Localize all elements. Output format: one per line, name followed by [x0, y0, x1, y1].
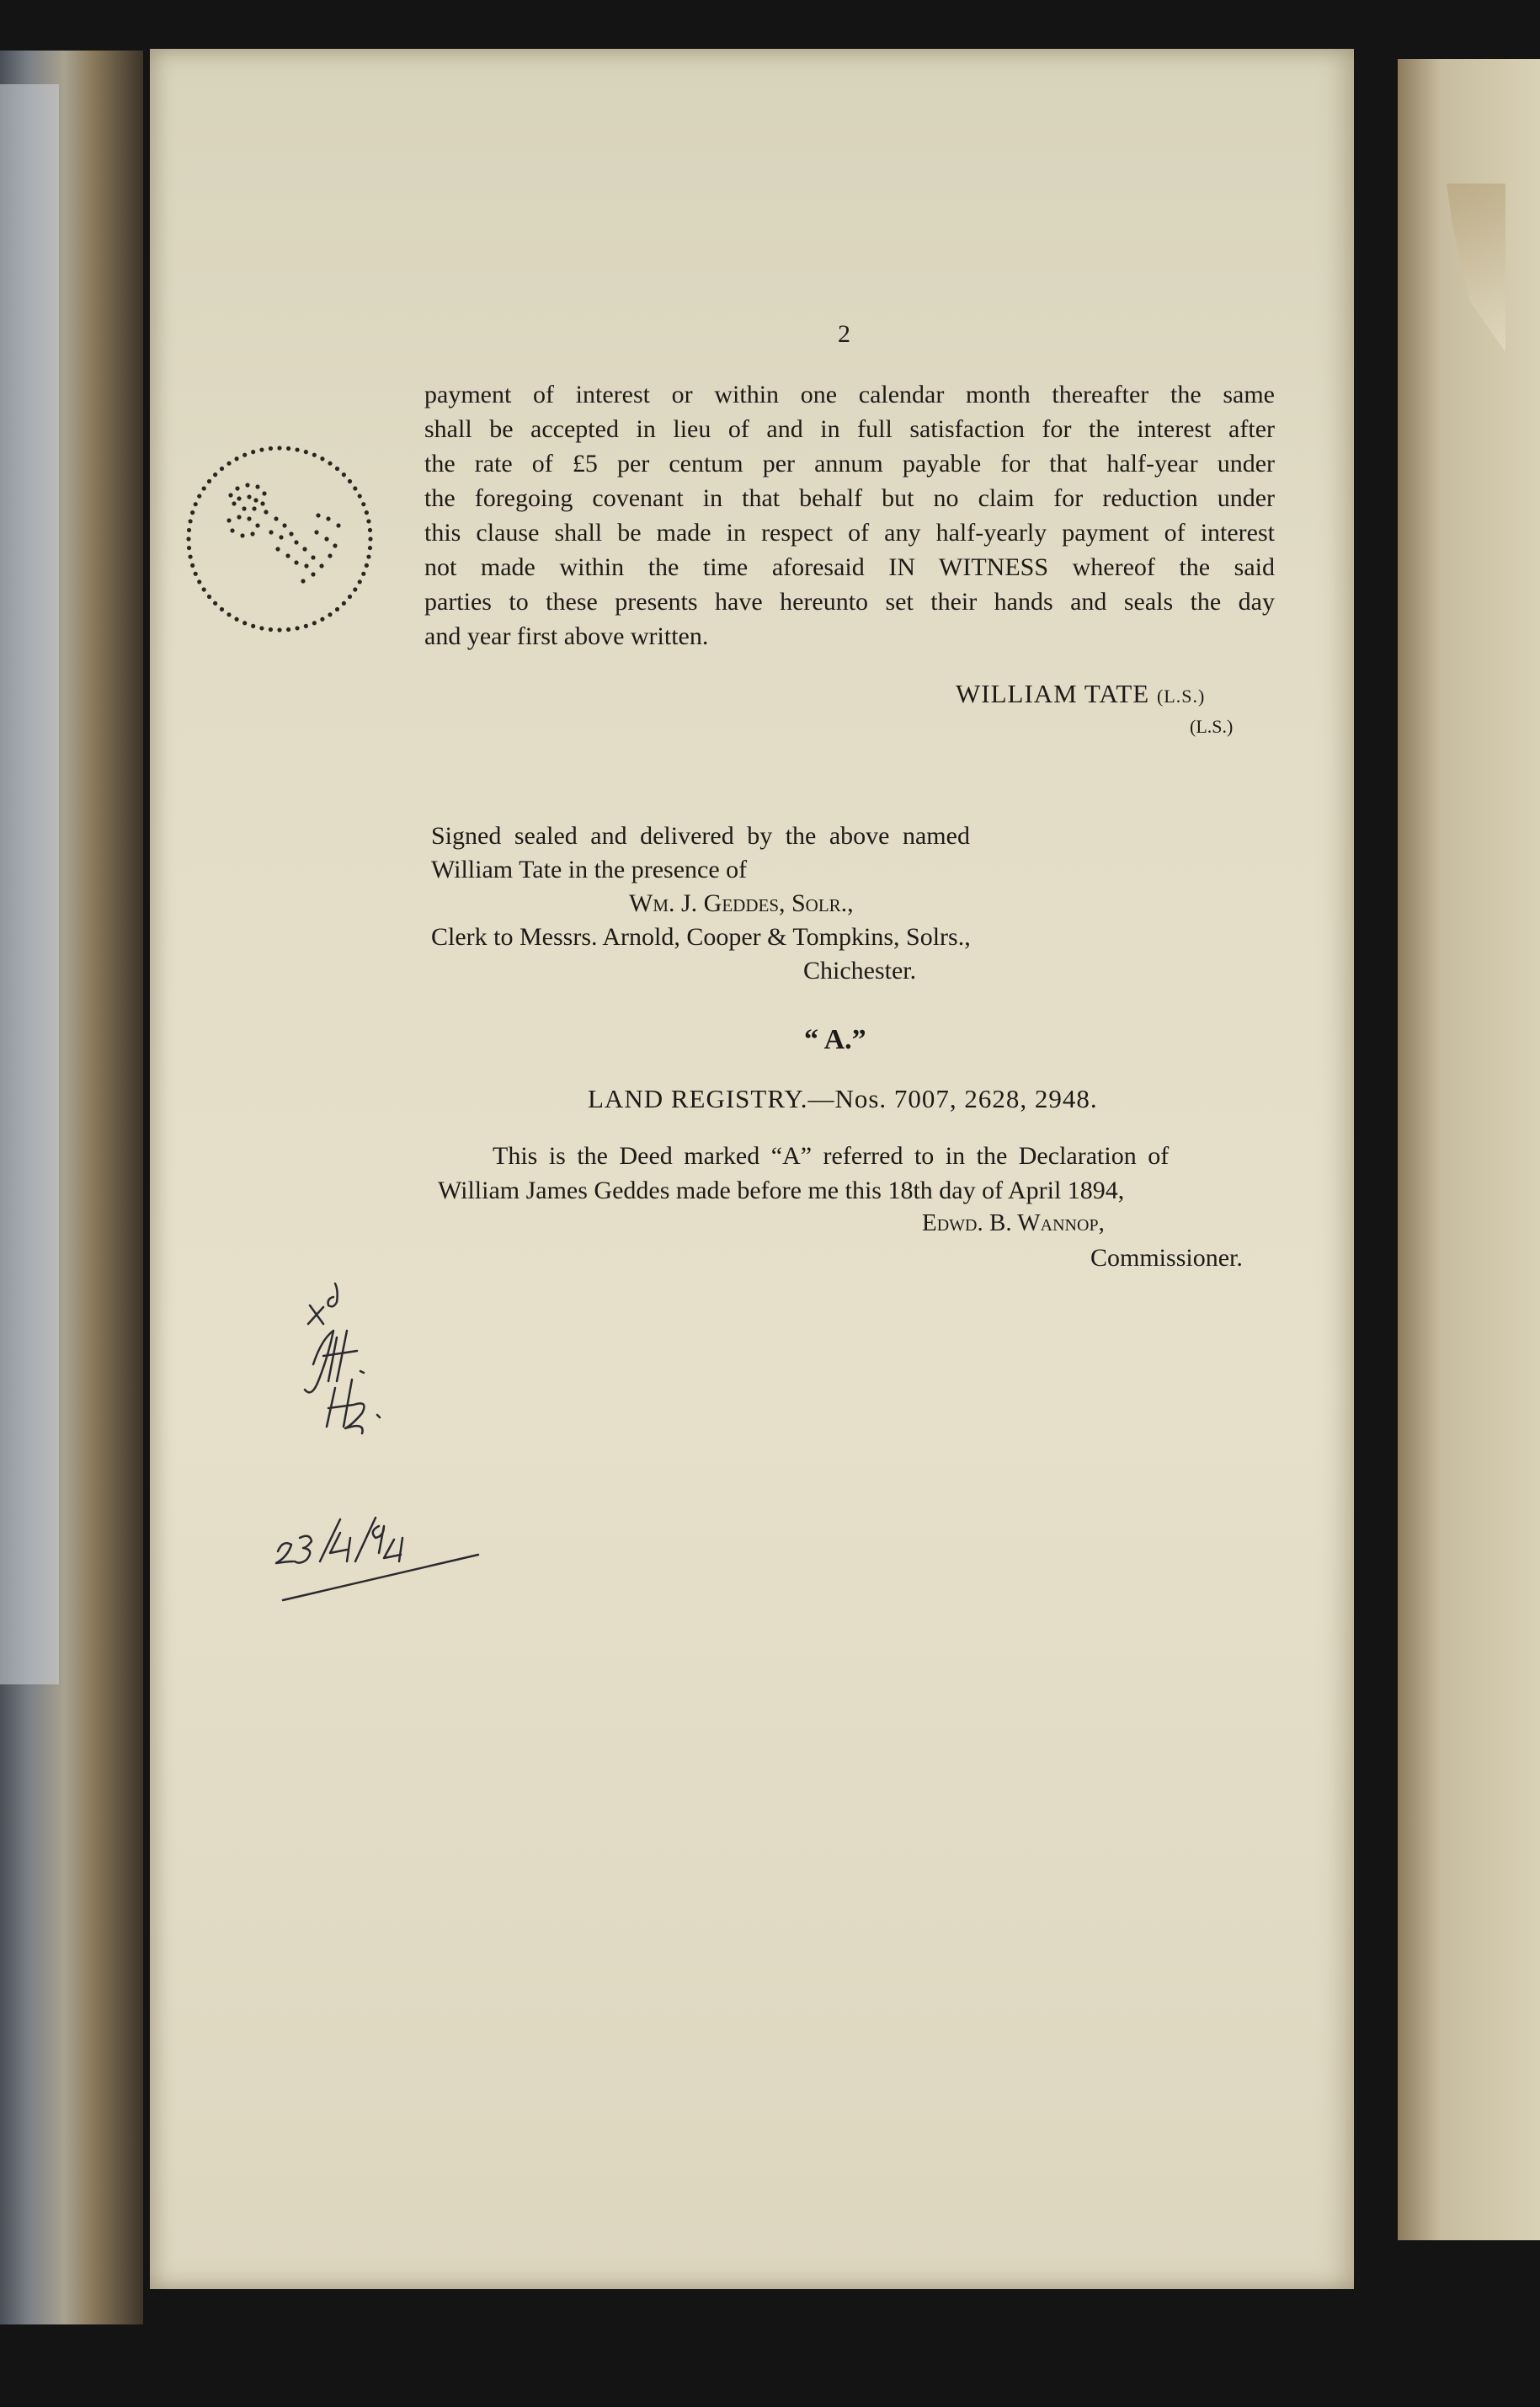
- perforation-dot: [301, 579, 305, 583]
- attestation-line: William Tate in the presence of: [431, 856, 748, 883]
- perforation-dot: [226, 612, 231, 616]
- perforation-dot: [269, 446, 273, 451]
- perforation-dot: [252, 506, 256, 510]
- attestation-clause: [431, 819, 971, 988]
- handwritten-cross: [308, 1305, 323, 1324]
- page-number: 2: [838, 320, 850, 348]
- perforation-dot: [319, 563, 323, 568]
- perforation-dot: [279, 535, 283, 539]
- perforation-dot: [368, 536, 372, 541]
- signatory-name: [956, 679, 1205, 709]
- declaration-line: William James Geddes made before me this 18th day of April 1894,: [438, 1177, 1125, 1204]
- perforation-dot: [260, 501, 264, 505]
- perforation-dot: [245, 483, 249, 487]
- body-line: payment of interest or within one calendar month thereafter the same: [424, 381, 1275, 408]
- perforation-dot: [365, 563, 369, 568]
- perforation-dot: [255, 523, 259, 527]
- declaration: [438, 1139, 1284, 1208]
- perforation-dot: [262, 491, 266, 495]
- perforation-dot: [188, 519, 192, 523]
- perforation-dot: [226, 518, 231, 522]
- perforation-dot: [314, 530, 318, 534]
- deed-mark: “ A.”: [804, 1024, 866, 1055]
- perforation-dot: [348, 479, 352, 483]
- perforation-dot: [294, 540, 298, 544]
- perforation-dot: [295, 626, 299, 630]
- perforation-dot: [282, 523, 286, 527]
- body-line: parties to these presents have hereunto set their hands and seals the day: [424, 588, 1275, 616]
- perforation-dot: [324, 536, 328, 541]
- commissioner-name: Edwd. B. Wannop,: [922, 1209, 1105, 1236]
- perforation-dot: [286, 446, 290, 451]
- perforation-dot: [328, 612, 332, 616]
- perforation-dot: [366, 554, 370, 558]
- perforation-dot: [259, 447, 264, 451]
- commissioner-title: Commissioner.: [1090, 1244, 1243, 1272]
- perforation-dot: [328, 462, 332, 466]
- perforation-dot: [240, 533, 244, 537]
- perforation-dot: [311, 555, 315, 559]
- perforation-dot: [316, 513, 320, 517]
- map-sheet-edge: [0, 84, 59, 1684]
- perforation-dot: [220, 607, 224, 611]
- perforation-dot: [188, 554, 192, 558]
- perforation-dot: [366, 519, 370, 523]
- perforation-dot: [358, 579, 362, 584]
- handwritten-date: [276, 1518, 402, 1563]
- perforation-dot: [247, 494, 251, 499]
- perforation-dot: [320, 456, 324, 461]
- perforation-dot: [328, 553, 332, 558]
- perforation-dot: [251, 450, 255, 454]
- perforation-dot: [285, 553, 290, 558]
- perforation-dot: [197, 579, 201, 584]
- perforation-dot: [286, 627, 290, 632]
- seal-marker: (L.S.): [1156, 686, 1206, 707]
- body-line: the foregoing covenant in that behalf but no claim for reduction under: [424, 484, 1275, 512]
- body-line: shall be accepted in lieu of and in full satisfaction for the interest after: [424, 415, 1275, 443]
- perforation-dot: [190, 563, 194, 568]
- perforation-dot: [311, 572, 315, 576]
- perforation-dot: [237, 496, 241, 500]
- witness-clerk: Clerk to Messrs. Arnold, Cooper & Tompkins, Solrs.,: [431, 923, 971, 951]
- perforation-dot: [251, 624, 255, 628]
- perforation-dot: [207, 479, 211, 483]
- perforation-dot: [220, 467, 224, 471]
- handwritten-annotations: [253, 1272, 522, 1634]
- perforation-dot: [194, 502, 198, 506]
- adjacent-page-right: [1398, 59, 1540, 2240]
- perforation-dot: [197, 494, 201, 498]
- perforation-dot: [353, 486, 357, 490]
- perforation-dot: [187, 546, 191, 550]
- perforated-stamp-icon: [179, 438, 381, 640]
- perforation-dot: [365, 510, 369, 515]
- perforation-dot: [250, 531, 254, 536]
- body-line: not made within the time aforesaid IN WITNESS whereof the said: [424, 553, 1275, 581]
- perforation-dot: [274, 516, 278, 520]
- perforation-dot: [264, 510, 268, 514]
- handwritten-initials-jh: [305, 1331, 364, 1392]
- perforation-dot: [368, 546, 372, 550]
- perforation-dot: [304, 624, 308, 628]
- body-paragraph: [424, 377, 1275, 654]
- perforation-dot: [335, 467, 339, 471]
- perforation-dot: [259, 626, 264, 630]
- perforation-dot: [304, 450, 308, 454]
- perforation-dot: [277, 446, 281, 450]
- perforation-dot: [361, 502, 365, 506]
- perforation-dot: [202, 587, 206, 591]
- perforation-dot: [234, 617, 238, 622]
- perforation-dot: [237, 515, 241, 519]
- perforation-dot: [295, 447, 299, 451]
- perforation-dot: [242, 453, 247, 457]
- perforation-dot: [326, 516, 330, 520]
- witness-place: Chichester.: [803, 957, 917, 985]
- handwritten-superscript-d: [328, 1284, 338, 1306]
- handwritten-underline: [283, 1555, 478, 1600]
- signatory-name-text: WILLIAM TATE: [956, 679, 1150, 708]
- perforation-dot: [320, 617, 324, 622]
- perforation-dot: [304, 563, 308, 568]
- perforation-dot: [213, 472, 217, 477]
- perforation-dot: [269, 530, 273, 534]
- perforation-dot: [232, 501, 236, 505]
- perforation-dot: [234, 456, 238, 461]
- perforation-dot: [213, 601, 217, 606]
- perforation-dot: [255, 484, 259, 488]
- perforation-dot: [228, 493, 232, 497]
- perforation-dot: [294, 560, 298, 564]
- seal-marker-second: (L.S.): [1190, 716, 1234, 737]
- perforation-dot: [312, 621, 317, 625]
- perforation-dot: [230, 528, 234, 532]
- perforation-dot: [335, 607, 339, 611]
- body-line: this clause shall be made in respect of any half-yearly payment of interest: [424, 519, 1275, 547]
- witness-name: Wm. J. Geddes, Solr.,: [629, 889, 854, 917]
- perforation-dot: [361, 572, 365, 576]
- perforation-dot: [235, 486, 239, 490]
- body-line: the rate of £5 per centum per annum payable for that half-year under: [424, 450, 1275, 478]
- perforation-dot: [202, 486, 206, 490]
- perforation-dot: [289, 531, 293, 536]
- perforation-dot: [336, 523, 340, 527]
- perforation-dot: [358, 494, 362, 498]
- perforation-dot: [242, 506, 246, 510]
- perforation-dot: [186, 536, 190, 541]
- handwritten-initials-hb: [327, 1380, 380, 1433]
- perforation-dot: [277, 627, 281, 632]
- perforation-dot: [242, 621, 247, 625]
- perforation-dot: [368, 528, 372, 532]
- perforation-dot: [207, 595, 211, 599]
- declaration-line: This is the Deed marked “A” referred to in the Declaration of: [493, 1142, 1170, 1170]
- perforation-dot: [269, 627, 273, 632]
- perforation-dot: [226, 462, 231, 466]
- land-registry-heading: LAND REGISTRY.—Nos. 7007, 2628, 2948.: [588, 1084, 1098, 1113]
- perforation-dot: [342, 472, 346, 477]
- perforation-dot: [342, 601, 346, 606]
- perforation-dot: [194, 572, 198, 576]
- adjacent-pages-left: [0, 51, 143, 2324]
- perforation-dot: [187, 528, 191, 532]
- perforation-dot: [312, 453, 317, 457]
- perforation-dot: [253, 498, 258, 502]
- perforation-dot: [247, 516, 251, 520]
- attestation-line: Signed sealed and delivered by the above named: [431, 822, 970, 850]
- perforation-dot: [190, 510, 194, 515]
- perforation-dot: [275, 547, 280, 551]
- body-line: and year first above written.: [424, 622, 709, 650]
- perforation-dot: [302, 547, 306, 551]
- perforation-dot: [353, 587, 357, 591]
- perforation-dot: [333, 543, 337, 547]
- perforation-dot: [348, 595, 352, 599]
